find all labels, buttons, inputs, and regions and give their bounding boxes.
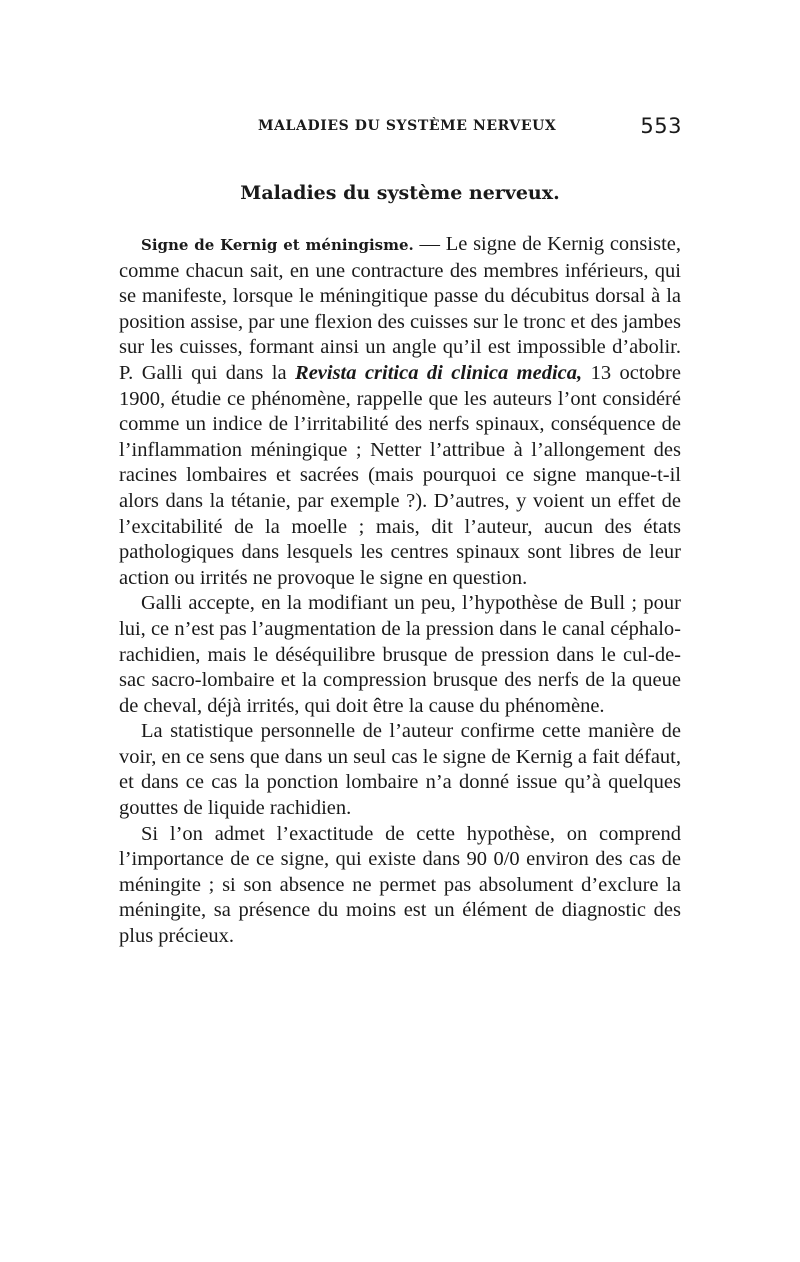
journal-title: Revista critica di clinica medica,: [295, 361, 583, 384]
paragraph-lead-heading: Signe de Kernig et méningisme.: [141, 236, 414, 254]
running-head: [258, 114, 682, 140]
paragraph-1-text-a: — Le signe de Kernig consiste, comme chacun sait, en une contracture des membres inférieurs, qui se manifeste, lorsque le méningitique passe du décubitus dorsal à la position assise, par une flexion des cuisses sur le tronc et des jambes sur les cuisses, formant ainsi un angle qu’il est impossible d’abolir. P. Galli qui dans la: [119, 233, 681, 384]
paragraph-1-text-b: 13 octobre 1900, étudie ce phénomène, rappelle que les auteurs l’ont considéré comme un indice de l’irritabilité des nerfs spinaux, conséquence de l’inflammation méningique ; Netter l’attribue à l’allongement des racines lombaires et sacrées (mais pourquoi ce signe manque-t-il alors dans la tétanie, par exemple ?). D’autres, y voient un effet de l’excitabilité de la moelle ; mais, dit l’auteur, aucun des états pathologiques dans lesquels les centres spinaux sont libres de leur action ou irrités ne provoque le signe en question.: [119, 361, 681, 589]
paragraph-2: Galli accepte, en la modifiant un peu, l’hypothèse de Bull ; pour lui, ce n’est pas l’augmentation de la pression dans le canal céphalo-rachidien, mais le déséquilibre brusque de pression dans le cul-de-sac sacro-lombaire et la compression brusque des nerfs de la queue de cheval, déjà irrités, qui doit être la cause du phénomène.: [119, 592, 681, 717]
body-text: [119, 232, 681, 950]
running-title: MALADIES DU SYSTÈME NERVEUX: [258, 118, 557, 134]
paragraph-1: [119, 232, 681, 591]
paragraph-4: Si l’on admet l’exactitude de cette hypothèse, on comprend l’importance de ce signe, qui existe dans 90 0/0 environ des cas de méningite ; si son absence ne permet pas absolument d’exclure la méningite, sa présence du moins est un élément de diagnostic des plus précieux.: [119, 822, 681, 948]
page-number: 553: [640, 114, 682, 138]
paragraph-3: La statistique personnelle de l’auteur confirme cette manière de voir, en ce sens que dans un seul cas le signe de Kernig a fait défaut, et dans ce cas la ponction lombaire n’a donné issue qu’à quelques gouttes de liquide rachidien.: [119, 720, 681, 820]
section-title: Maladies du système nerveux.: [240, 182, 560, 204]
